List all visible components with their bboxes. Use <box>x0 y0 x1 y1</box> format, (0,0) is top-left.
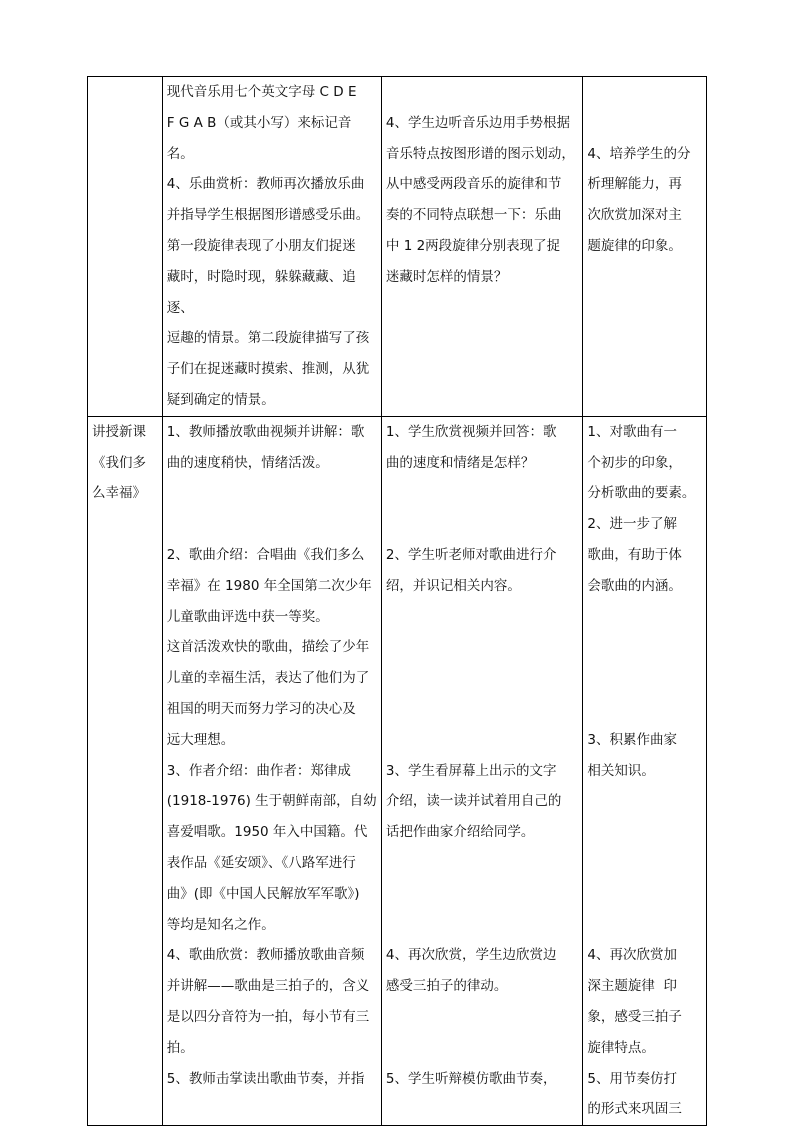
teacher-activity-text: 现代音乐用七个英文字母 C D E F G A B（或其小写）来标记音名。 4、乐曲赏析：教师再次播放乐曲 并指导学生根据图形谱感受乐曲。 第一段旋律表现了小朋友们捉迷 藏时，时隐时现，躲躲藏藏、追逐、 逗趣的情景。第二段旋律描写了孩 子们在捉迷藏时摸索、推测，从犹 疑到确定的情景。 <box>166 84 370 408</box>
design-intent-text: 1、对歌曲有一 个初步的印象， 分析歌曲的要素。 2、进一步了解 歌曲，有助于体 会歌曲的内涵。 3、积累作曲家 相关知识。 4、再次欣赏加 深主题旋律 印 象，感受三拍子 旋律特点。 5、用节奏仿打 的形式来巩固三 <box>587 423 696 1118</box>
section-text: 讲授新课 《我们多 么幸福》 <box>92 423 146 502</box>
teacher-activity-cell <box>162 77 381 417</box>
student-activity-text: 1、学生欣赏视频并回答：歌 曲的速度和情绪是怎样？ 2、学生听老师对歌曲进行介 绍，并识记相关内容。 3、学生看屏幕上出示的文字 介绍，读一读并试着用自己的 话把作曲家介绍给同学。 4、再次欣赏，学生边欣赏边 感受三拍子的律动。 5、学生听辩模仿歌曲节奏， <box>385 423 562 1087</box>
teacher-activity-cell <box>162 416 381 1125</box>
student-activity-cell <box>381 77 582 417</box>
table-row <box>88 77 707 417</box>
section-cell <box>88 77 163 417</box>
student-activity-cell <box>381 416 582 1125</box>
teacher-activity-text: 1、教师播放歌曲视频并讲解：歌 曲的速度稍快，情绪活泼。 2、歌曲介绍：合唱曲《我们多么 幸福》在 1980 年全国第二次少年 儿童歌曲评选中获一等奖。 这首活泼欢快的歌曲，描绘了少年 儿童的幸福生活，表达了他们为了 祖国的明天而努力学习的决心及 远大理想。 3、作者介绍：曲作者：郑律成 (1918-1976) 生于朝鲜南部，自幼 喜爱唱歌。1950 年入中国籍。代 表作品《延安颂》、《八路军进行 曲》(即《中国人民解放军军歌》) 等均是知名之作。 4、歌曲欣赏：教师播放歌曲音频 并讲解——歌曲是三拍子的，含义 是以四分音符为一拍，每小节有三 拍。 5、教师击掌读出歌曲节奏，并指 <box>166 423 377 1087</box>
design-intent-text: 4、培养学生的分 析理解能力，再 次欣赏加深对主 题旋律的印象。 <box>587 145 691 254</box>
student-activity-text: 4、学生边听音乐边用手势根据 音乐特点按图形谱的图示划动， 从中感受两段音乐的旋律和节 奏的不同特点联想一下：乐曲 中 1 2两段旋律分别表现了捉 迷藏时怎样的情景？ <box>385 114 575 285</box>
design-intent-cell <box>583 416 707 1125</box>
design-intent-cell <box>583 77 707 417</box>
section-cell <box>88 416 163 1125</box>
table-row <box>88 416 707 1125</box>
lesson-plan-table <box>87 76 707 1126</box>
